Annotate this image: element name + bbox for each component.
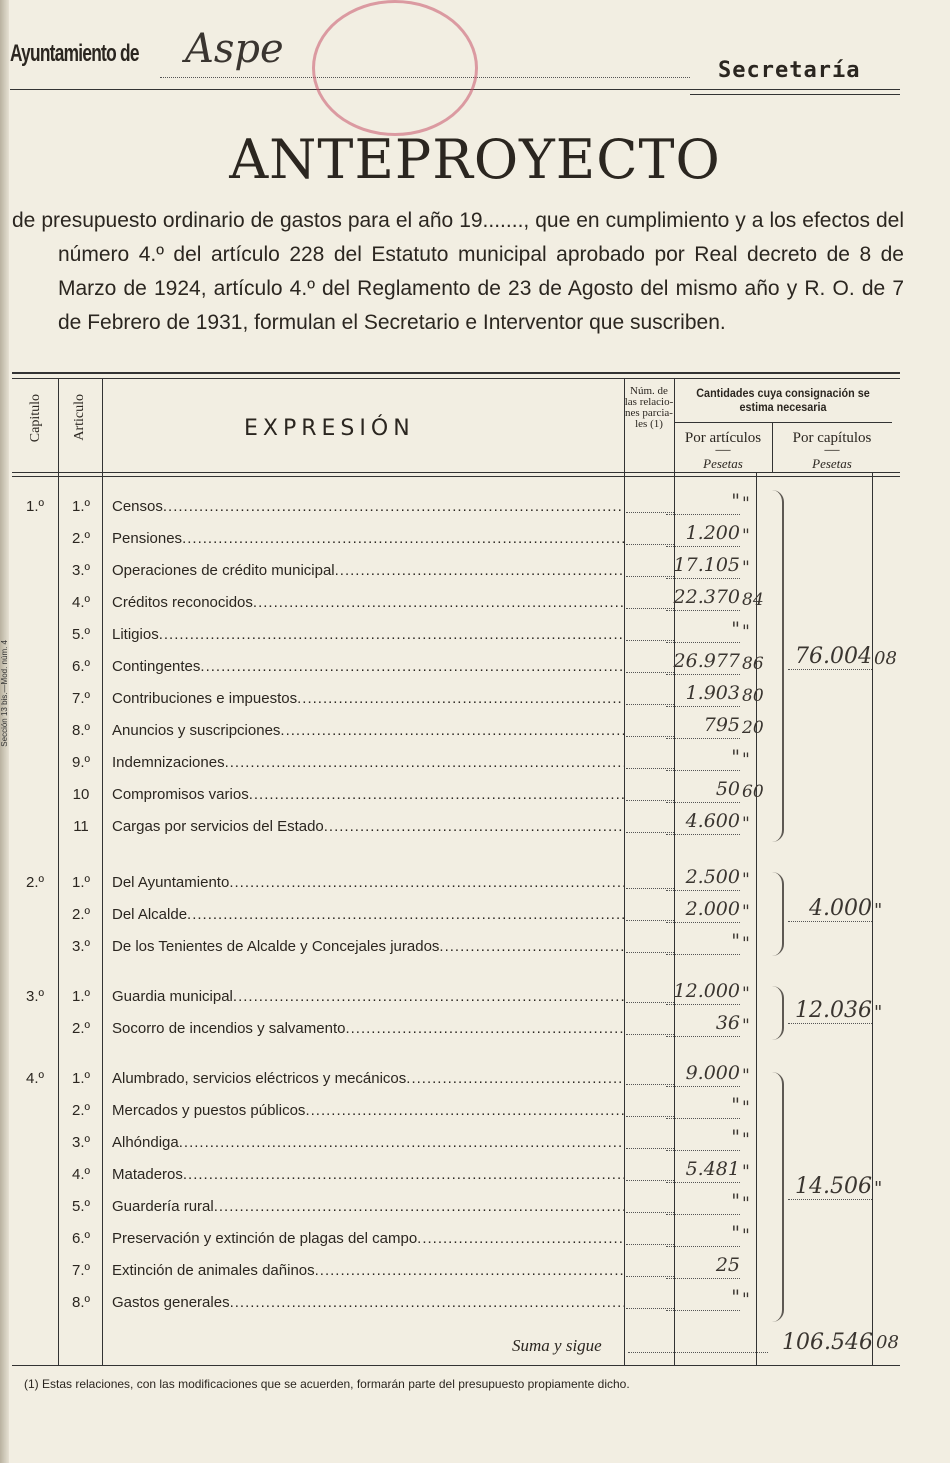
row-centimos: " [742, 1066, 750, 1086]
table-row [12, 1062, 900, 1094]
row-pesetas: " [666, 1286, 740, 1311]
row-expresion: Gastos generales ..... [112, 1294, 624, 1311]
row-articulo: 7.º [72, 1262, 90, 1279]
col-header-capitulo: Capitulo [28, 394, 43, 443]
table-row [12, 1254, 900, 1286]
side-note: Sección 13 bis.—Mod. núm. 4 [0, 640, 9, 747]
suma-y-sigue-label: Suma y sigue [512, 1336, 602, 1355]
col-header-num-relaciones: Núm. de las relacio- nes parcia- les (1) [624, 385, 674, 430]
row-articulo: 2.º [72, 1020, 90, 1037]
chapter-total: 14.506 [788, 1174, 872, 1200]
row-capitulo: 3.º [26, 988, 44, 1005]
table-row [12, 898, 900, 930]
col-header-dash: — [715, 442, 731, 458]
table-bottom-rule [12, 1365, 900, 1366]
row-pesetas: 5.481 [666, 1158, 740, 1183]
suma-total-cents: 08 [876, 1332, 899, 1353]
row-centimos: " [742, 1290, 750, 1310]
row-articulo: 9.º [72, 754, 90, 771]
row-expresion: Socorro de incendios y salvamento ..... [112, 1020, 624, 1037]
chapter-brace [768, 1072, 784, 1322]
table-row [12, 1286, 900, 1318]
row-pesetas: " [666, 930, 740, 955]
row-expresion: Anuncios y suscripciones ..... [112, 722, 624, 739]
row-expresion: Contingentes ..... [112, 658, 624, 675]
row-pesetas: " [666, 1222, 740, 1247]
row-pesetas: " [666, 1190, 740, 1215]
row-capitulo: 4.º [26, 1070, 44, 1087]
intro-text: de presupuesto ordinario de gastos para el año 19......., que en cumplimiento y a los efectos del número 4.º del artículo 228 del Estatuto municipal aprobado por Real decreto de 8 de Marzo de 1924, artículo 4.º del Reglamento de 23 de Agosto del mismo año y R. O. de 7 de Febrero de 1931, formulan el Secretario e Interventor que suscriben. [12, 209, 904, 334]
row-articulo: 10 [72, 786, 90, 803]
row-centimos: " [742, 984, 750, 1004]
row-expresion: Operaciones de crédito municipal ..... [112, 562, 624, 579]
row-expresion: Guardia municipal ..... [112, 988, 624, 1005]
row-articulo: 5.º [72, 626, 90, 643]
row-pesetas: 4.600 [666, 810, 740, 835]
row-pesetas: 22.370 [666, 586, 740, 611]
row-centimos: " [742, 1162, 750, 1182]
row-pesetas: " [666, 490, 740, 515]
table-row [12, 746, 900, 778]
row-articulo: 6.º [72, 658, 90, 675]
col-header-dash: — [824, 442, 840, 458]
row-expresion: Del Ayuntamiento ..... [112, 874, 624, 891]
row-pesetas: 17.105 [666, 554, 740, 579]
row-centimos: " [742, 750, 750, 770]
col-header-cantidades: Cantidades cuya consignación se estima necesaria [696, 386, 870, 414]
budget-table [12, 372, 900, 1365]
row-articulo: 3.º [72, 938, 90, 955]
row-expresion: Preservación y extinción de plagas del campo ..... [112, 1230, 624, 1247]
row-centimos: " [742, 1016, 750, 1036]
row-pesetas: 2.500 [666, 866, 740, 891]
header-place-handwritten: Aspe [185, 26, 284, 72]
chapter-total: 4.000 [788, 896, 872, 922]
table-row [12, 1012, 900, 1044]
row-expresion: Litigios ..... [112, 626, 624, 643]
chapter-total: 76.004 [788, 644, 872, 670]
col-header-articulo: Articulo [72, 394, 87, 441]
chapter-total: 12.036 [788, 998, 872, 1024]
row-pesetas: 12.000 [666, 980, 740, 1005]
row-pesetas: 1.200 [666, 522, 740, 547]
row-centimos: " [742, 1194, 750, 1214]
col-header-por-capitulos: Por capítulos [792, 430, 872, 446]
table-row [12, 778, 900, 810]
chapter-brace [768, 986, 784, 1040]
row-pesetas: " [666, 746, 740, 771]
row-articulo: 2.º [72, 530, 90, 547]
chapter-total-cents: " [874, 900, 883, 921]
chapter-brace [768, 490, 784, 842]
row-centimos: " [742, 558, 750, 578]
suma-total: 106.546 [782, 1330, 873, 1355]
row-centimos: 86 [742, 654, 764, 674]
row-expresion: Contribuciones e impuestos ..... [112, 690, 624, 707]
row-centimos: " [742, 870, 750, 890]
table-top-rule-2 [12, 378, 900, 379]
row-expresion: Mercados y puestos públicos ..... [112, 1102, 624, 1119]
row-articulo: 4.º [72, 1166, 90, 1183]
official-seal [312, 0, 478, 136]
table-top-rule [12, 372, 900, 374]
table-row [12, 618, 900, 650]
row-capitulo: 1.º [26, 498, 44, 515]
row-expresion: Censos ..... [112, 498, 624, 515]
col-header-pesetas: Pesetas [812, 456, 852, 471]
row-expresion: De los Tenientes de Alcalde y Concejales jurados ..... [112, 938, 624, 955]
row-centimos: " [742, 934, 750, 954]
row-pesetas: 795 [666, 714, 740, 739]
row-articulo: 1.º [72, 874, 90, 891]
row-centimos: 84 [742, 590, 764, 610]
header-municipality: Ayuntamiento de [10, 40, 139, 67]
row-pesetas: 1.903 [666, 682, 740, 707]
row-articulo: 6.º [72, 1230, 90, 1247]
row-articulo: 8.º [72, 1294, 90, 1311]
row-articulo: 5.º [72, 1198, 90, 1215]
table-row [12, 1158, 900, 1190]
table-row [12, 650, 900, 682]
table-row [12, 980, 900, 1012]
col-header-por-articulos: Por artículos [684, 430, 762, 446]
row-articulo: 2.º [72, 1102, 90, 1119]
row-centimos: 60 [742, 782, 764, 802]
suma-dots [628, 1352, 768, 1353]
row-expresion: Del Alcalde ..... [112, 906, 624, 923]
header-sub-rule [674, 422, 892, 423]
table-row [12, 490, 900, 522]
document-title: ANTEPROYECTO [229, 128, 721, 191]
row-centimos: " [742, 1130, 750, 1150]
header-bottom-rule-2 [12, 476, 900, 477]
table-row [12, 1126, 900, 1158]
chapter-brace [768, 872, 784, 956]
row-expresion: Alhóndiga ..... [112, 1134, 624, 1151]
row-articulo: 2.º [72, 906, 90, 923]
row-articulo: 3.º [72, 562, 90, 579]
row-articulo: 11 [73, 818, 89, 835]
row-articulo: 7.º [72, 690, 90, 707]
row-expresion: Extinción de animales dañinos ..... [112, 1262, 624, 1279]
row-pesetas: 36 [666, 1012, 740, 1037]
row-pesetas: 2.000 [666, 898, 740, 923]
header-rule-right [690, 94, 900, 95]
row-expresion: Alumbrado, servicios eléctricos y mecánicos ..... [112, 1070, 624, 1087]
footnote: (1) Estas relaciones, con las modificaciones que se acuerden, formarán parte del presupuesto propiamente dicho. [24, 1377, 630, 1391]
row-articulo: 3.º [72, 1134, 90, 1151]
row-centimos: " [742, 526, 750, 546]
row-capitulo: 2.º [26, 874, 44, 891]
table-row [12, 810, 900, 842]
table-row [12, 714, 900, 746]
table-row [12, 1222, 900, 1254]
row-pesetas: " [666, 1094, 740, 1119]
table-row [12, 682, 900, 714]
row-expresion: Cargas por servicios del Estado ..... [112, 818, 624, 835]
row-expresion: Mataderos ..... [112, 1166, 624, 1183]
row-centimos: 20 [742, 718, 764, 738]
row-centimos: " [742, 1226, 750, 1246]
table-row [12, 522, 900, 554]
table-row [12, 1190, 900, 1222]
row-articulo: 1.º [72, 498, 90, 515]
table-row [12, 586, 900, 618]
row-articulo: 1.º [72, 1070, 90, 1087]
row-expresion: Pensiones ..... [112, 530, 624, 547]
row-centimos: 80 [742, 686, 764, 706]
row-expresion: Guardería rural ..... [112, 1198, 624, 1215]
row-expresion: Créditos reconocidos ..... [112, 594, 624, 611]
row-pesetas: " [666, 1126, 740, 1151]
table-row [12, 554, 900, 586]
row-centimos: " [742, 494, 750, 514]
row-articulo: 8.º [72, 722, 90, 739]
col-header-expresion: EXPRESIÓN [244, 416, 415, 441]
row-centimos: " [742, 902, 750, 922]
row-expresion: Indemnizaciones ..... [112, 754, 624, 771]
row-pesetas: 9.000 [666, 1062, 740, 1087]
row-pesetas: 26.977 [666, 650, 740, 675]
table-row [12, 930, 900, 962]
row-centimos: " [742, 622, 750, 642]
chapter-total-cents: 08 [874, 648, 897, 669]
chapter-total-cents: " [874, 1178, 883, 1199]
header-secretaria: Secretaría [718, 58, 861, 83]
row-centimos: " [742, 1098, 750, 1118]
table-row [12, 866, 900, 898]
chapter-total-cents: " [874, 1002, 883, 1023]
table-row [12, 1094, 900, 1126]
row-expresion: Compromisos varios ..... [112, 786, 624, 803]
header-bottom-rule [12, 472, 900, 473]
row-centimos: " [742, 814, 750, 834]
intro-paragraph [12, 204, 904, 340]
row-pesetas: " [666, 618, 740, 643]
row-pesetas: 50 [666, 778, 740, 803]
row-articulo: 4.º [72, 594, 90, 611]
row-articulo: 1.º [72, 988, 90, 1005]
row-pesetas: 25 [666, 1254, 740, 1279]
col-header-pesetas: Pesetas [703, 456, 743, 471]
